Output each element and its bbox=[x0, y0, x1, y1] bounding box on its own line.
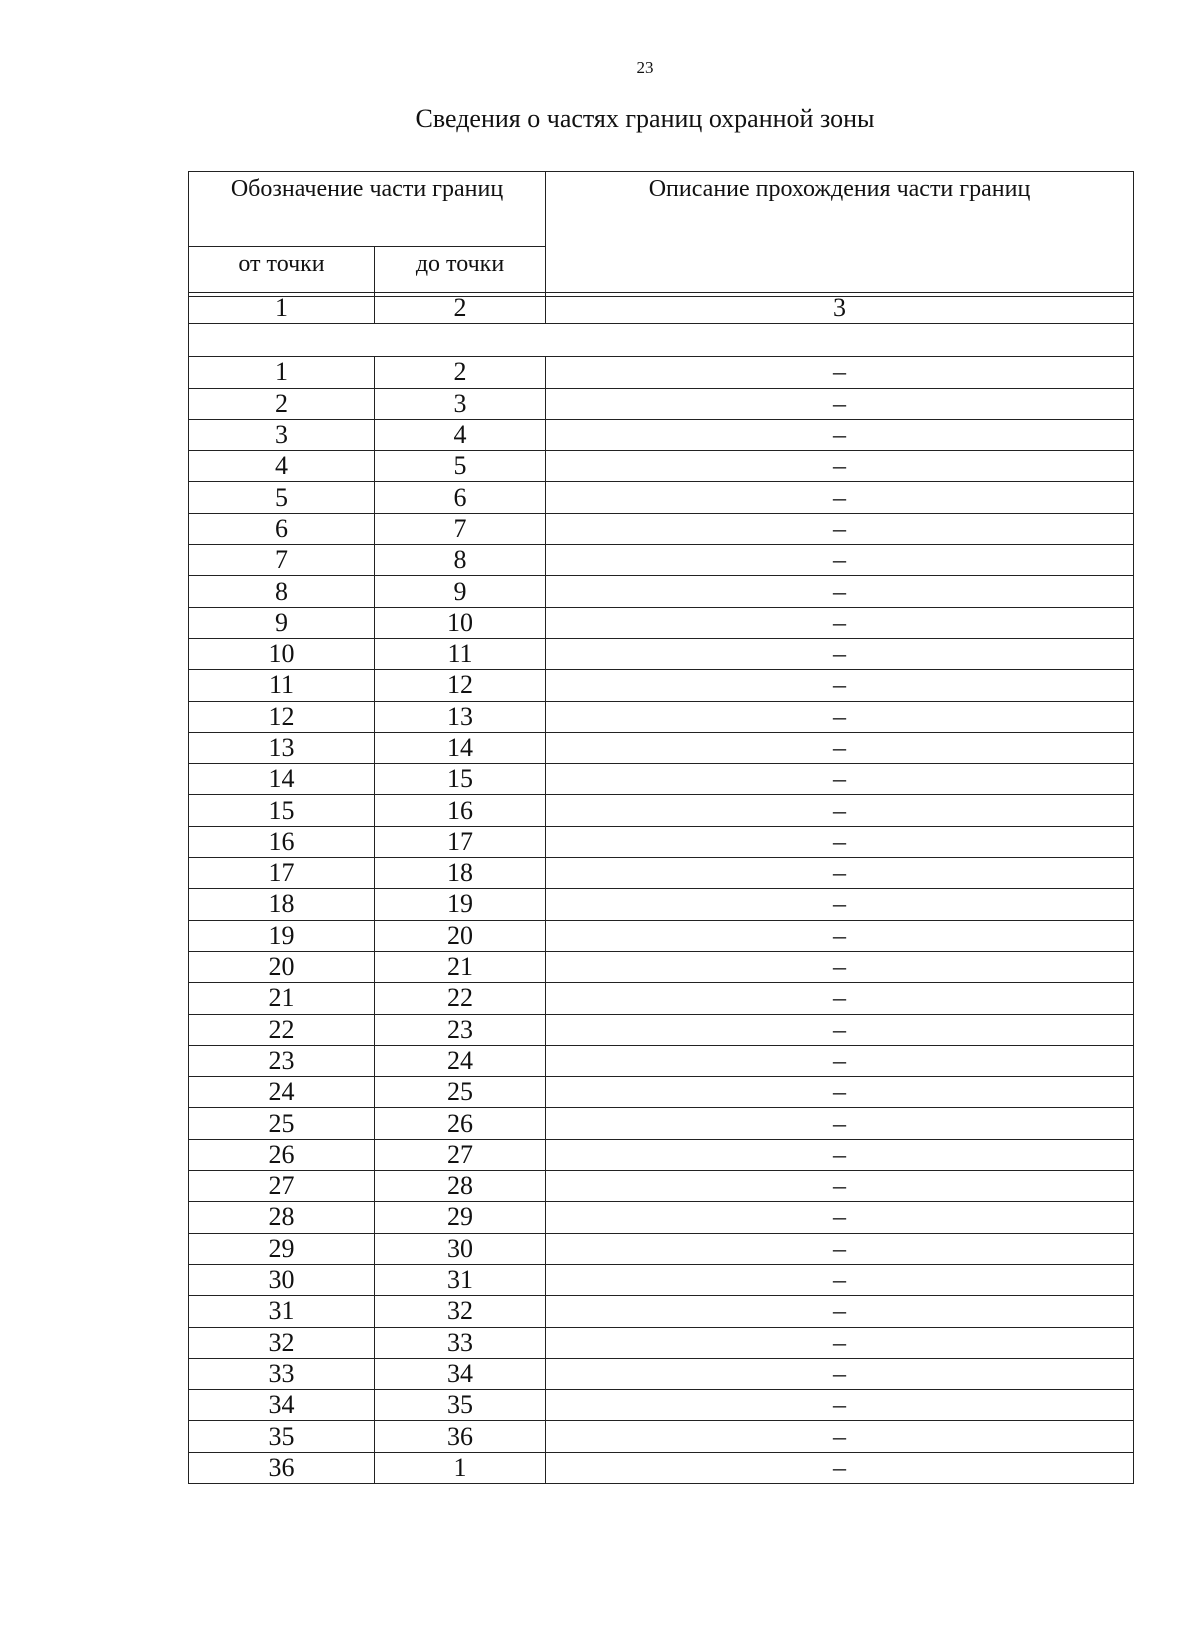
table-row bbox=[189, 1421, 1134, 1452]
description-cell: – bbox=[546, 1421, 1134, 1452]
to-point-cell: 31 bbox=[375, 1264, 546, 1295]
description-cell: – bbox=[546, 1452, 1134, 1483]
description-cell: – bbox=[546, 858, 1134, 889]
to-point-cell: 6 bbox=[375, 482, 546, 513]
description-cell: – bbox=[546, 1108, 1134, 1139]
description-cell: – bbox=[546, 1045, 1134, 1076]
section-row bbox=[189, 324, 1134, 357]
from-point-cell: 21 bbox=[189, 983, 375, 1014]
description-cell: – bbox=[546, 1233, 1134, 1264]
to-point-cell: 25 bbox=[375, 1077, 546, 1108]
table-row bbox=[189, 607, 1134, 638]
to-point-cell: 35 bbox=[375, 1390, 546, 1421]
table-row bbox=[189, 1139, 1134, 1170]
description-cell: – bbox=[546, 732, 1134, 763]
table-row bbox=[189, 1202, 1134, 1233]
table-row bbox=[189, 732, 1134, 763]
column-number-row bbox=[189, 293, 1134, 324]
from-point-cell: 1 bbox=[189, 357, 375, 388]
description-cell: – bbox=[546, 826, 1134, 857]
description-cell: – bbox=[546, 357, 1134, 388]
table-row bbox=[189, 513, 1134, 544]
table-row bbox=[189, 1014, 1134, 1045]
from-point-cell: 2 bbox=[189, 388, 375, 419]
description-cell: – bbox=[546, 889, 1134, 920]
from-point-cell: 22 bbox=[189, 1014, 375, 1045]
from-point-cell: 17 bbox=[189, 858, 375, 889]
to-point-cell: 8 bbox=[375, 545, 546, 576]
table-row bbox=[189, 1452, 1134, 1483]
description-cell: – bbox=[546, 795, 1134, 826]
to-point-cell: 28 bbox=[375, 1171, 546, 1202]
from-point-cell: 5 bbox=[189, 482, 375, 513]
table-row bbox=[189, 701, 1134, 732]
table-row bbox=[189, 889, 1134, 920]
description-cell: – bbox=[546, 1014, 1134, 1045]
from-point-cell: 12 bbox=[189, 701, 375, 732]
header-boundary-designation: Обозначение части границ bbox=[189, 172, 546, 247]
table-row bbox=[189, 1390, 1134, 1421]
table-row bbox=[189, 451, 1134, 482]
to-point-cell: 26 bbox=[375, 1108, 546, 1139]
to-point-cell: 9 bbox=[375, 576, 546, 607]
to-point-cell: 21 bbox=[375, 951, 546, 982]
section-label bbox=[189, 324, 1134, 357]
description-cell: – bbox=[546, 482, 1134, 513]
table-row bbox=[189, 1108, 1134, 1139]
from-point-cell: 15 bbox=[189, 795, 375, 826]
table-header bbox=[188, 171, 1134, 297]
description-cell: – bbox=[546, 1296, 1134, 1327]
table-row bbox=[189, 1327, 1134, 1358]
to-point-cell: 32 bbox=[375, 1296, 546, 1327]
description-cell: – bbox=[546, 1358, 1134, 1389]
from-point-cell: 23 bbox=[189, 1045, 375, 1076]
from-point-cell: 9 bbox=[189, 607, 375, 638]
table-row bbox=[189, 983, 1134, 1014]
from-point-cell: 19 bbox=[189, 920, 375, 951]
to-point-cell: 14 bbox=[375, 732, 546, 763]
from-point-cell: 28 bbox=[189, 1202, 375, 1233]
table-row bbox=[189, 357, 1134, 388]
to-point-cell: 2 bbox=[375, 357, 546, 388]
table-row bbox=[189, 545, 1134, 576]
table-row bbox=[189, 826, 1134, 857]
description-cell: – bbox=[546, 920, 1134, 951]
description-cell: – bbox=[546, 951, 1134, 982]
description-cell: – bbox=[546, 638, 1134, 669]
from-point-cell: 29 bbox=[189, 1233, 375, 1264]
to-point-cell: 18 bbox=[375, 858, 546, 889]
header-from-point: от точки bbox=[189, 247, 375, 297]
table-row bbox=[189, 670, 1134, 701]
to-point-cell: 12 bbox=[375, 670, 546, 701]
to-point-cell: 23 bbox=[375, 1014, 546, 1045]
description-cell: – bbox=[546, 764, 1134, 795]
to-point-cell: 17 bbox=[375, 826, 546, 857]
to-point-cell: 30 bbox=[375, 1233, 546, 1264]
table-row bbox=[189, 576, 1134, 607]
to-point-cell: 15 bbox=[375, 764, 546, 795]
from-point-cell: 32 bbox=[189, 1327, 375, 1358]
table-row bbox=[189, 951, 1134, 982]
to-point-cell: 11 bbox=[375, 638, 546, 669]
description-cell: – bbox=[546, 1077, 1134, 1108]
description-cell: – bbox=[546, 545, 1134, 576]
boundary-table bbox=[188, 292, 1134, 1484]
table-row bbox=[189, 858, 1134, 889]
table-row bbox=[189, 920, 1134, 951]
header-boundary-description: Описание прохождения части границ bbox=[546, 172, 1134, 297]
from-point-cell: 3 bbox=[189, 419, 375, 450]
to-point-cell: 29 bbox=[375, 1202, 546, 1233]
header-to-point: до точки bbox=[375, 247, 546, 297]
description-cell: – bbox=[546, 388, 1134, 419]
to-point-cell: 34 bbox=[375, 1358, 546, 1389]
to-point-cell: 19 bbox=[375, 889, 546, 920]
from-point-cell: 10 bbox=[189, 638, 375, 669]
to-point-cell: 24 bbox=[375, 1045, 546, 1076]
description-cell: – bbox=[546, 1327, 1134, 1358]
column-number: 3 bbox=[546, 293, 1134, 324]
table-row bbox=[189, 482, 1134, 513]
from-point-cell: 8 bbox=[189, 576, 375, 607]
to-point-cell: 20 bbox=[375, 920, 546, 951]
from-point-cell: 4 bbox=[189, 451, 375, 482]
from-point-cell: 25 bbox=[189, 1108, 375, 1139]
description-cell: – bbox=[546, 451, 1134, 482]
description-cell: – bbox=[546, 1202, 1134, 1233]
from-point-cell: 13 bbox=[189, 732, 375, 763]
table-row bbox=[189, 1045, 1134, 1076]
from-point-cell: 27 bbox=[189, 1171, 375, 1202]
table-row bbox=[189, 388, 1134, 419]
to-point-cell: 27 bbox=[375, 1139, 546, 1170]
table-row bbox=[189, 1264, 1134, 1295]
from-point-cell: 35 bbox=[189, 1421, 375, 1452]
from-point-cell: 36 bbox=[189, 1452, 375, 1483]
from-point-cell: 6 bbox=[189, 513, 375, 544]
to-point-cell: 16 bbox=[375, 795, 546, 826]
description-cell: – bbox=[546, 1139, 1134, 1170]
to-point-cell: 10 bbox=[375, 607, 546, 638]
to-point-cell: 3 bbox=[375, 388, 546, 419]
from-point-cell: 24 bbox=[189, 1077, 375, 1108]
description-cell: – bbox=[546, 1390, 1134, 1421]
to-point-cell: 7 bbox=[375, 513, 546, 544]
to-point-cell: 33 bbox=[375, 1327, 546, 1358]
description-cell: – bbox=[546, 419, 1134, 450]
from-point-cell: 34 bbox=[189, 1390, 375, 1421]
description-cell: – bbox=[546, 1171, 1134, 1202]
description-cell: – bbox=[546, 983, 1134, 1014]
from-point-cell: 33 bbox=[189, 1358, 375, 1389]
description-cell: – bbox=[546, 1264, 1134, 1295]
table-row bbox=[189, 1233, 1134, 1264]
description-cell: – bbox=[546, 701, 1134, 732]
to-point-cell: 13 bbox=[375, 701, 546, 732]
from-point-cell: 14 bbox=[189, 764, 375, 795]
from-point-cell: 18 bbox=[189, 889, 375, 920]
to-point-cell: 5 bbox=[375, 451, 546, 482]
table-row bbox=[189, 795, 1134, 826]
table-row bbox=[189, 764, 1134, 795]
from-point-cell: 26 bbox=[189, 1139, 375, 1170]
table-row bbox=[189, 1296, 1134, 1327]
from-point-cell: 11 bbox=[189, 670, 375, 701]
from-point-cell: 20 bbox=[189, 951, 375, 982]
page-number: 23 bbox=[636, 58, 654, 77]
table-row bbox=[189, 638, 1134, 669]
description-cell: – bbox=[546, 576, 1134, 607]
document-title: Сведения о частях границ охранной зоны bbox=[415, 104, 875, 133]
description-cell: – bbox=[546, 607, 1134, 638]
description-cell: – bbox=[546, 670, 1134, 701]
from-point-cell: 16 bbox=[189, 826, 375, 857]
from-point-cell: 30 bbox=[189, 1264, 375, 1295]
to-point-cell: 1 bbox=[375, 1452, 546, 1483]
from-point-cell: 7 bbox=[189, 545, 375, 576]
column-number: 2 bbox=[375, 293, 546, 324]
table-row bbox=[189, 419, 1134, 450]
to-point-cell: 22 bbox=[375, 983, 546, 1014]
to-point-cell: 36 bbox=[375, 1421, 546, 1452]
column-number: 1 bbox=[189, 293, 375, 324]
table-row bbox=[189, 1171, 1134, 1202]
description-cell: – bbox=[546, 513, 1134, 544]
from-point-cell: 31 bbox=[189, 1296, 375, 1327]
table-row bbox=[189, 1358, 1134, 1389]
to-point-cell: 4 bbox=[375, 419, 546, 450]
table-row bbox=[189, 1077, 1134, 1108]
